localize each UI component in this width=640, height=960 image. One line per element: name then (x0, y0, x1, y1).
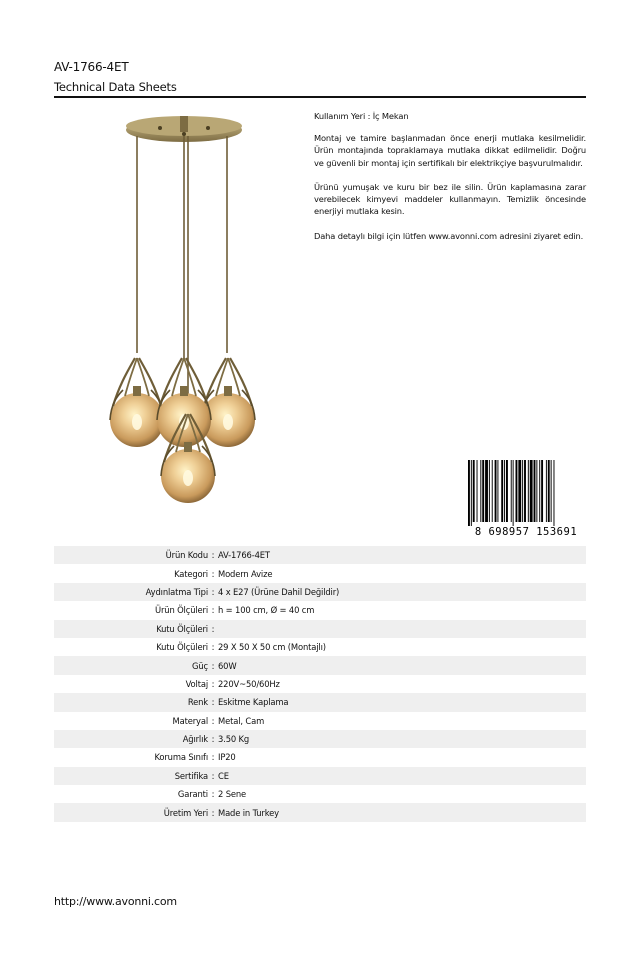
spec-value: 2 Sene (218, 789, 247, 800)
cleaning-note: Ürünü yumuşak ve kuru bir bez ile silin. Ürün kaplamasına zarar verebilecek kimyevi maddeler kullanmayın. Temizlik öncesinde enerjiyi mutlaka kesin. (314, 182, 586, 217)
barcode-bar (495, 460, 497, 522)
spec-separator: : (211, 715, 215, 726)
document-subtitle: Technical Data Sheets (54, 80, 177, 94)
barcode-bar (536, 460, 537, 522)
spec-row (54, 748, 586, 766)
barcode-bar (513, 460, 514, 526)
spec-value: 29 X 50 X 50 cm (Montajlı) (218, 642, 326, 653)
barcode-bar (482, 460, 484, 522)
spec-row (54, 712, 586, 730)
barcode (466, 458, 586, 538)
spec-label: Ağırlık (182, 734, 208, 745)
spec-separator: : (211, 605, 215, 616)
barcode-bar (477, 460, 478, 522)
barcode-bar (504, 460, 505, 522)
barcode-bar (516, 460, 518, 522)
spec-label: Kutu Ölçüleri (156, 642, 208, 653)
barcode-bar (501, 460, 503, 522)
spec-separator: : (211, 752, 215, 763)
barcode-bar (541, 460, 543, 522)
spec-value: AV-1766-4ET (218, 550, 270, 561)
spec-label: Kategori (174, 568, 208, 579)
barcode-bar (534, 460, 536, 522)
spec-row (54, 767, 586, 785)
spec-value: h = 100 cm, Ø = 40 cm (218, 605, 315, 616)
spec-label: Ürün Ölçüleri (155, 605, 208, 616)
barcode-bar (511, 460, 512, 522)
barcode-bar (530, 460, 533, 522)
website-note: Daha detaylı bilgi için lütfen www.avonni.com adresini ziyaret edin. (314, 230, 584, 241)
spec-label: Renk (187, 697, 208, 708)
spec-value: Metal, Cam (218, 715, 265, 726)
spec-label: Ürün Kodu (165, 550, 208, 561)
barcode-bar (485, 460, 488, 522)
spec-separator: : (211, 550, 215, 561)
spec-separator: : (211, 807, 215, 818)
spec-row (54, 656, 586, 674)
spec-row (54, 546, 586, 564)
spec-value: 220V~50/60Hz (218, 678, 280, 689)
spec-separator: : (211, 770, 215, 781)
spec-value: 3.50 Kg (218, 734, 250, 745)
barcode-bars (468, 460, 554, 526)
spec-label: Aydınlatma Tipi (145, 586, 208, 597)
barcode-bar (492, 460, 493, 522)
barcode-bar (518, 460, 521, 522)
barcode-bar (473, 460, 475, 522)
spec-label: Koruma Sınıfı (154, 752, 208, 763)
spec-label: Garanti (177, 789, 208, 800)
usage-text: Kullanım Yeri : İç Mekan (314, 111, 409, 121)
spec-separator: : (211, 568, 215, 579)
spec-separator: : (211, 789, 215, 800)
barcode-bar (480, 460, 481, 522)
spec-separator: : (211, 623, 215, 634)
barcode-bar (468, 460, 470, 526)
spec-row (54, 583, 586, 601)
spec-row (54, 564, 586, 582)
footer-url[interactable]: http://www.avonni.com (54, 895, 177, 908)
product-code: AV-1766-4ET (54, 60, 129, 74)
spec-row (54, 601, 586, 619)
spec-separator: : (211, 697, 215, 708)
barcode-number: 8 698957 153691 (474, 526, 578, 538)
installation-note: Montaj ve tamire başlanmadan önce enerji mutlaka kesilmelidir. Ürün montajında topraklamaya mutlaka dikkat edilmelidir. Doğru ve güvenli bir montaj için sertifikalı bir elektrikçiye başvurulmalıdır. (314, 133, 586, 168)
product-info (314, 110, 586, 254)
spec-value: 60W (218, 660, 237, 671)
spec-value: CE (218, 770, 229, 781)
barcode-bar (551, 460, 552, 522)
barcode-bar (497, 460, 498, 522)
spec-row (54, 785, 586, 803)
barcode-bar (524, 460, 526, 522)
spec-separator: : (211, 642, 215, 653)
spec-row (54, 638, 586, 656)
barcode-bar (489, 460, 490, 522)
barcode-bar (554, 460, 555, 526)
spec-value: Modern Avize (218, 568, 273, 579)
barcode-bar (548, 460, 550, 522)
spec-value: 4 x E27 (Ürüne Dahil Değildir) (218, 586, 340, 597)
spec-row (54, 730, 586, 748)
spec-row (54, 620, 586, 638)
spec-label: Sertifika (174, 770, 208, 781)
product-image (100, 108, 270, 508)
spec-value: Eskitme Kaplama (218, 697, 289, 708)
spec-label: Üretim Yeri (163, 807, 208, 818)
barcode-bar (528, 460, 529, 522)
spec-row (54, 675, 586, 693)
spec-separator: : (211, 734, 215, 745)
spec-separator: : (211, 586, 215, 597)
spec-separator: : (211, 678, 215, 689)
spec-value: Made in Turkey (218, 807, 279, 818)
spec-label: Güç (192, 660, 208, 671)
barcode-bar (506, 460, 508, 522)
header-rule (54, 96, 586, 98)
barcode-bar (546, 460, 547, 522)
barcode-bar (522, 460, 523, 522)
barcode-bar (471, 460, 472, 526)
spec-label: Voltaj (185, 678, 208, 689)
spec-row (54, 693, 586, 711)
spec-table (54, 546, 586, 822)
spec-row (54, 803, 586, 821)
spec-value: IP20 (218, 752, 236, 763)
spec-label: Kutu Ölçüleri (156, 623, 208, 634)
barcode-bar (539, 460, 540, 522)
spec-separator: : (211, 660, 215, 671)
spec-label: Materyal (172, 715, 208, 726)
